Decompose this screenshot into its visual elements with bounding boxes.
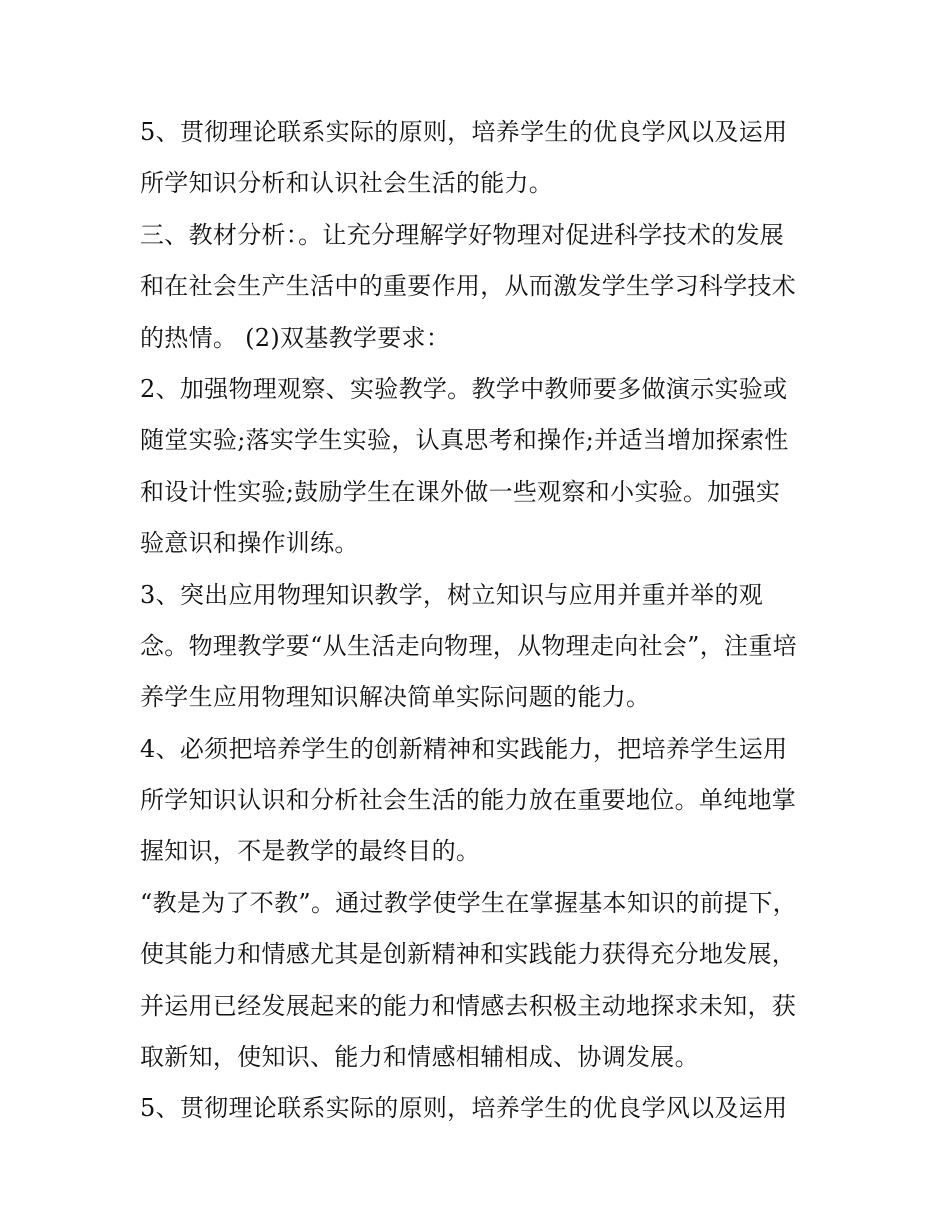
text-line: 5、贯彻理论联系实际的原则，培养学生的优良学风以及运用 <box>140 118 788 146</box>
text-line: 所学知识分析和认识社会生活的能力。 <box>140 169 554 198</box>
text-line: 3、突出应用物理知识教学，树立知识与应用并重并举的观 <box>140 580 764 609</box>
text-line: 握知识，不是教学的最终目的。 <box>140 837 481 866</box>
document-body <box>140 107 820 1135</box>
section-heading-line: 三、教材分析：。让充分理解学好物理对促进科学技术的发展 <box>140 220 785 249</box>
text-line: 2、加强物理观察、实验教学。教学中教师要多做演示实验或 <box>140 374 788 403</box>
text-line: 取新知，使知识、能力和情感相辅相成、协调发展。 <box>140 1043 699 1072</box>
text-line: 并运用已经发展起来的能力和情感去积极主动地探求未知，获 <box>140 991 797 1020</box>
text-line: 养学生应用物理知识解决简单实际问题的能力。 <box>140 683 651 712</box>
text-line: 验意识和操作训练。 <box>140 529 359 558</box>
text-line: 的热情。 (2)双基教学要求： <box>140 323 451 352</box>
text-line: 随堂实验;落实学生实验，认真思考和操作;并适当增加探索性 <box>140 426 789 455</box>
text-line: 使其能力和情感尤其是创新精神和实践能力获得充分地发展， <box>140 940 797 969</box>
text-line: 和在社会生产生活中的重要作用，从而激发学生学习科学技术 <box>140 272 797 301</box>
text-line: “教是为了不教”。通过教学使学生在掌握基本知识的前提下， <box>140 888 797 917</box>
text-line: 所学知识认识和分析社会生活的能力放在重要地位。单纯地掌 <box>140 786 797 815</box>
text-line: 念。物理教学要“从生活走向物理，从物理走向社会”，注重培 <box>140 631 797 660</box>
text-line: 4、必须把培养学生的创新精神和实践能力，把培养学生运用 <box>140 734 788 763</box>
text-line: 5、贯彻理论联系实际的原则，培养学生的优良学风以及运用 <box>140 1094 788 1123</box>
text-line: 和设计性实验;鼓励学生在课外做一些观察和小实验。加强实 <box>140 477 781 506</box>
